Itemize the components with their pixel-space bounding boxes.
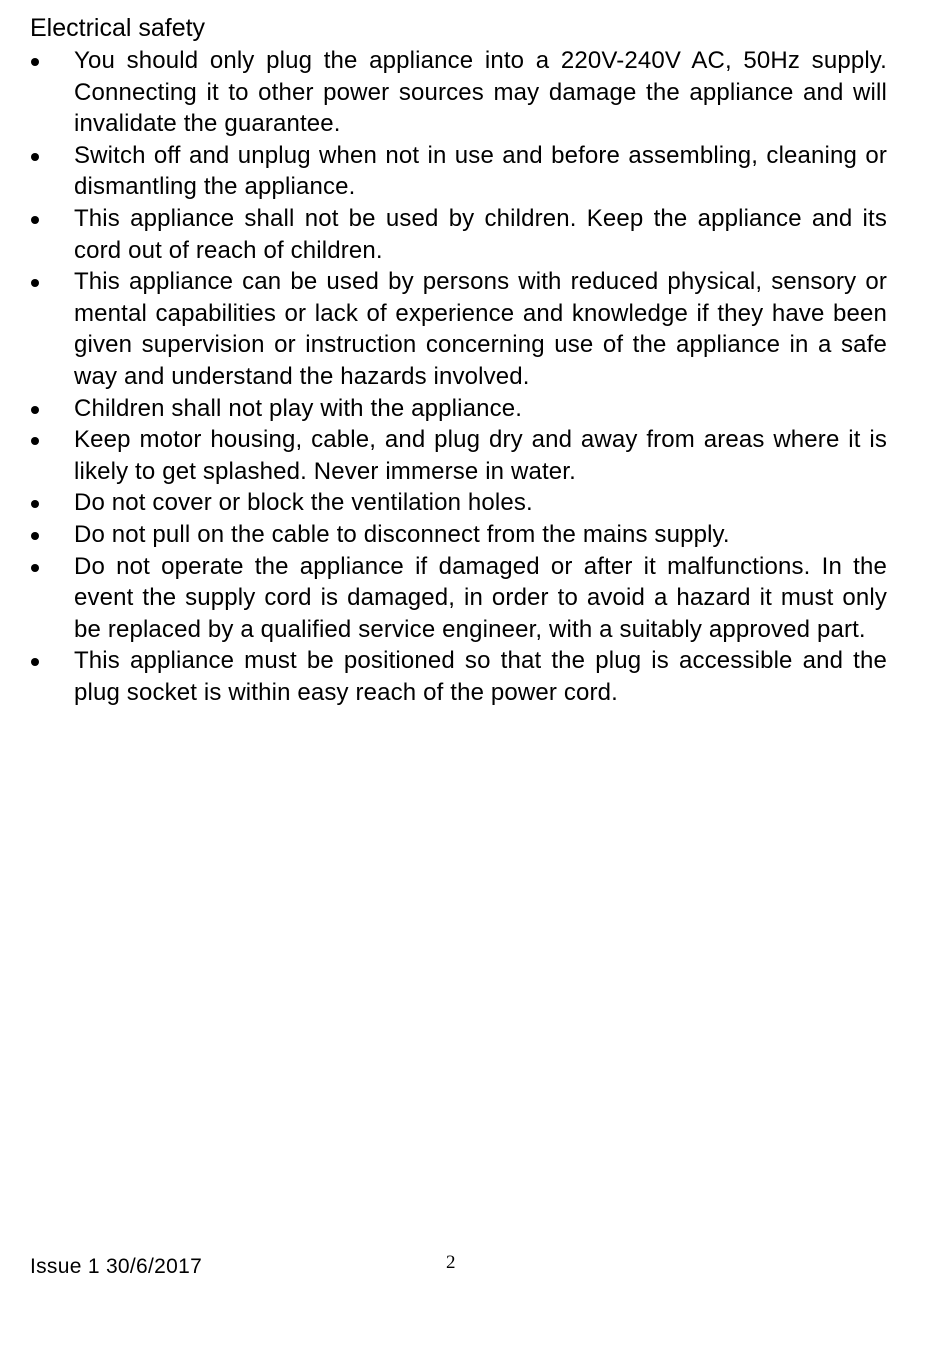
bullet-icon: [31, 564, 39, 572]
list-item-text: Children shall not play with the appliance.: [74, 394, 523, 422]
safety-bullet-list: [0, 45, 950, 708]
list-item: [0, 203, 887, 266]
list-item-text: Do not cover or block the ventilation holes.: [74, 489, 533, 517]
list-item: [0, 266, 887, 392]
bullet-icon: [31, 437, 39, 445]
list-item: [0, 424, 887, 487]
list-item: [0, 645, 887, 708]
list-item-text: This appliance can be used by persons with reduced physical, sensory or mental capabilities or lack of experience and knowledge if they have been given supervision or instruction concerning use of the appliance in a safe way and understand the hazards involved.: [74, 268, 887, 390]
list-item-text: This appliance shall not be used by children. Keep the appliance and its cord out of reach of children.: [74, 204, 887, 264]
bullet-icon: [31, 532, 39, 540]
bullet-icon: [31, 279, 39, 287]
list-item: [0, 140, 887, 203]
bullet-icon: [31, 216, 39, 224]
list-item-text: Keep motor housing, cable, and plug dry and away from areas where it is likely to get splashed. Never immerse in water.: [74, 426, 887, 485]
list-item: [0, 393, 887, 425]
section-heading: Electrical safety: [30, 14, 206, 42]
list-item: [0, 519, 887, 551]
list-item: [0, 45, 887, 140]
list-item-text: This appliance must be positioned so that the plug is accessible and the plug socket is within easy reach of the power cord.: [74, 647, 887, 706]
list-item-text: Do not operate the appliance if damaged or after it malfunctions. In the event the supply cord is damaged, in order to avoid a hazard it must only be replaced by a qualified service engineer, with a suitably approved part.: [74, 552, 887, 643]
list-item-text: You should only plug the appliance into a 220V-240V AC, 50Hz supply. Connecting it to other power sources may damage the appliance and will invalidate the guarantee.: [74, 47, 887, 138]
list-item: [0, 487, 887, 519]
bullet-icon: [31, 500, 39, 508]
footer-issue-date: Issue 1 30/6/2017: [30, 1255, 203, 1278]
list-item: [0, 551, 887, 646]
page-number: 2: [446, 1252, 456, 1273]
bullet-icon: [31, 406, 39, 414]
bullet-icon: [31, 658, 39, 666]
list-item-text: Do not pull on the cable to disconnect from the mains supply.: [74, 520, 730, 548]
list-item-text: Switch off and unplug when not in use and before assembling, cleaning or dismantling the appliance.: [74, 141, 887, 201]
bullet-icon: [31, 153, 39, 161]
bullet-icon: [31, 58, 39, 66]
